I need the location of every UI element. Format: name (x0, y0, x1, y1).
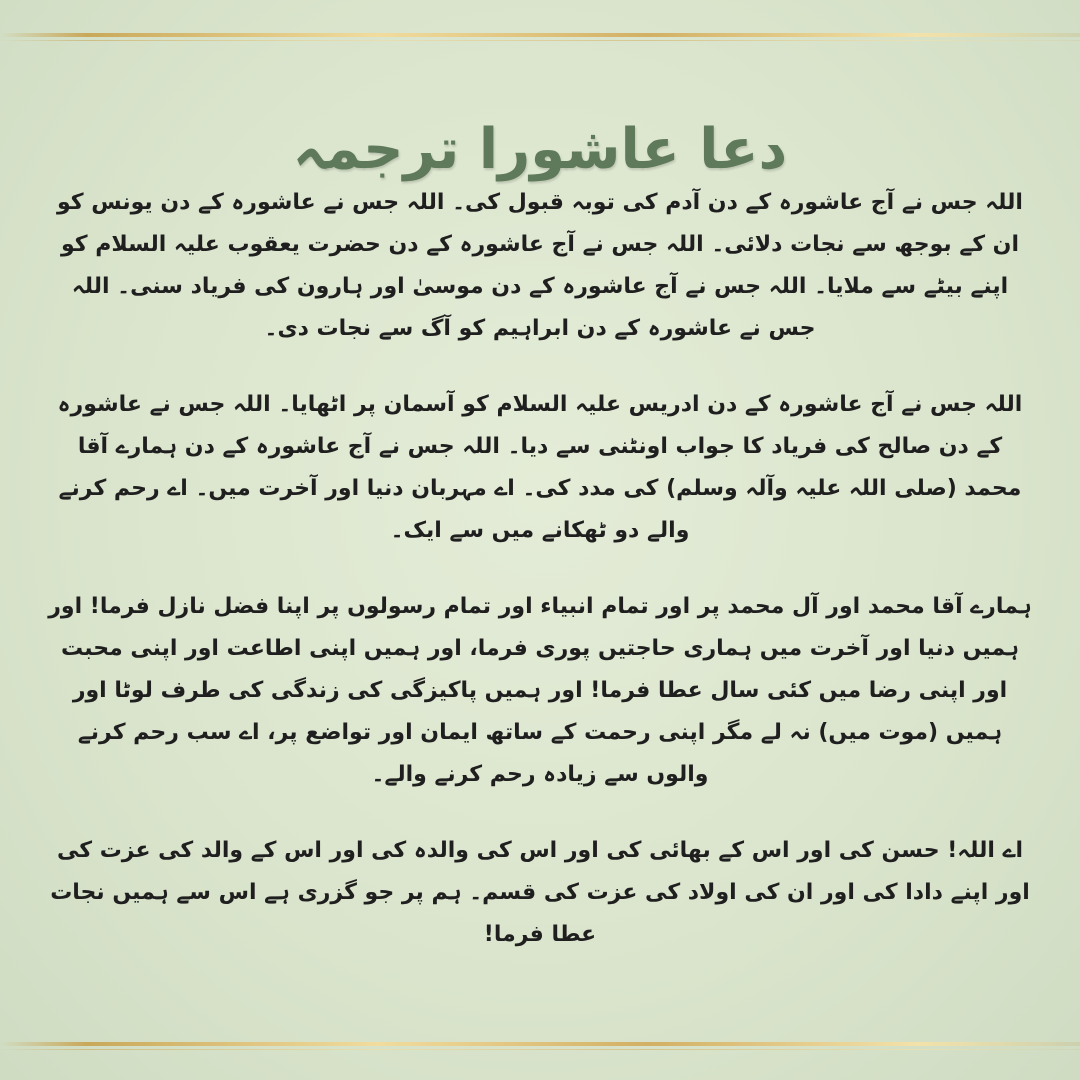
paragraph-1: اللہ جس نے آج عاشورہ کے دن آدم کی توبہ قبول کی۔ اللہ جس نے عاشورہ کے دن یونس کو ان کے بوجھ سے نجات دلائی۔ اللہ جس نے آج عاشورہ کے دن حضرت یعقوب علیہ السلام کو اپنے بیٹے سے ملایا۔ اللہ جس نے آج عاشورہ کے دن موسیٰ اور ہارون کی فریاد سنی۔ اللہ جس نے عاشورہ کے دن ابراہیم کو آگ سے نجات دی۔ (57, 190, 1023, 341)
paragraph-2: اللہ جس نے آج عاشورہ کے دن ادریس علیہ السلام کو آسمان پر اٹھایا۔ اللہ جس نے عاشورہ کے دن صالح کی فریاد کا جواب اونٹنی سے دیا۔ اللہ جس نے آج عاشورہ کے دن ہمارے آقا محمد (صلی اللہ علیہ وآلہ وسلم) کی مدد کی۔ اے مہربان دنیا اور آخرت میں۔ اے رحم کرنے والے دو ٹھکانے میں سے ایک۔ (57, 392, 1023, 543)
bottom-gold-border (0, 1042, 1080, 1046)
paragraph-3: ہمارے آقا محمد اور آل محمد پر اور تمام انبیاء اور تمام رسولوں پر اپنا فضل نازل فرما! اور ہمیں دنیا اور آخرت میں ہماری حاجتیں پوری فرما، اور ہمیں اپنی اطاعت اور اپنی محبت اور اپنی رضا میں کئی سال عطا فرما! اور ہمیں پاکیزگی کی زندگی کی طرف لوٹا اور ہمیں (موت میں) نہ لے مگر اپنی رحمت کے ساتھ ایمان اور تواضع پر، اے سب رحم کرنے والوں سے زیادہ رحم کرنے والے۔ (48, 594, 1032, 787)
bottom-gold-border-thin (0, 1049, 1080, 1050)
translation-body (48, 182, 1032, 990)
page-title: دعا عاشورا ترجمہ (292, 116, 788, 182)
top-gold-border-thin (0, 40, 1080, 41)
top-gold-border (0, 33, 1080, 37)
paragraph-4: اے اللہ! حسن کی اور اس کے بھائی کی اور اس کی والدہ کی اور اس کے والد کی عزت کی اور اپنے دادا کی اور ان کی اولاد کی عزت کی قسم۔ ہم پر جو گزری ہے اس سے ہمیں نجات عطا فرما! (50, 838, 1030, 947)
